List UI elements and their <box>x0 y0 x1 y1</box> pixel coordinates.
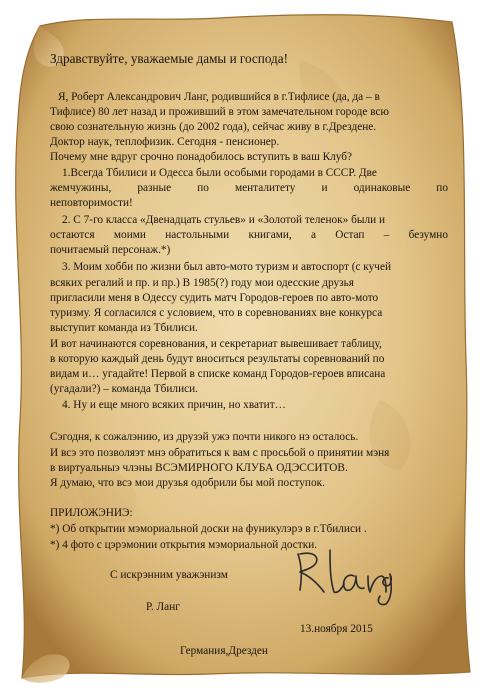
reason-2-line: остаются моими настольными книгами, а Остап – безумно <box>50 229 448 241</box>
intro-line: Доктор наук, теплофизик. Сегодня - пенсионер. <box>50 136 280 148</box>
reason-1-line: неповторимости! <box>50 197 133 209</box>
closing-line: в виртуальныэ члэны ВСЭМИРНОГО КЛУБА ОДЭССИТОВ. <box>50 462 348 474</box>
intro-line: свою сознательную жизнь (до 2002 года), сейчас живу в г.Дрездене. <box>50 121 377 133</box>
reason-4-line: 4. Ну и еще много всяких причин, но хватит… <box>62 399 286 411</box>
closing-line: Я думаю, что всэ мои друзья одобрили бы мой поступок. <box>50 477 325 489</box>
sign-off: С искрэнним уважэнизм <box>110 569 228 581</box>
reason-3-line: 3. Моим хобби по жизни был авто-мото туризм и автоспорт (с кучей <box>62 261 392 273</box>
reason-3-line: выступит команда из Тбилиси. <box>50 322 198 334</box>
reason-3-line: в которую каждый день будут вноситься результаты соревнований по <box>50 353 385 365</box>
reason-3-line: пригласили меня в Одессу судить матч Городов-героев по авто-мото <box>50 292 379 304</box>
handwritten-signature <box>288 544 398 608</box>
reason-1-line: жемчужины, разные по менталитету и одинаковые по <box>50 182 448 194</box>
reason-3-line: видам и… угадайте! Первой в списке команд Городов-героев вписана <box>50 368 386 380</box>
intro-line: Тифлисе) 80 лет назад и проживший в этом замечательном городе всю <box>50 106 389 118</box>
reason-3-line: туризму. Я согласился с условием, что в соревнованиях вне конкурса <box>50 307 383 319</box>
reason-1-line: 1.Всегда Тбилиси и Одесса были особыми городами в СССР. Две <box>62 167 377 179</box>
date: 13.ноября 2015 <box>300 623 373 635</box>
attachment-item: *) Об открытии мэмориальной доски на фуникулэрэ в г.Тбилиси . <box>50 523 367 535</box>
reason-3-line: (угадали?) – команда Тбилиси. <box>50 383 199 395</box>
reason-2-line: 2. С 7-го класса «Двенадцать стульев» и «Золотой теленок» были и <box>62 214 385 226</box>
attachments-heading: ПРИЛОЖЭНИЭ: <box>50 507 133 519</box>
closing-line: И всэ это позволяэт мнэ обратиться к вам с просьбой о принятии мэня <box>50 447 390 459</box>
intro-line: Почему мне вдруг срочно понадобилось вступить в ваш Клуб? <box>50 151 353 163</box>
reason-3-line: всяких регалий и пр. и пр.) В 1985(?) году мои одесские друзья <box>50 277 354 289</box>
place: Германия,Дрезден <box>180 645 268 657</box>
intro-line: Я, Роберт Александрович Ланг, родившийся в г.Тифлисе (да, да – в <box>58 91 380 103</box>
author-name: Р. Ланг <box>146 601 180 613</box>
greeting: Здравствуйте, уважаемые дамы и господа! <box>50 51 289 66</box>
reason-3-line: И вот начинаются соревнования, и секретариат вывешивает таблицу, <box>50 338 382 350</box>
attachment-item: *) 4 фото с цэрэмонии открытия мэмориальной достки. <box>50 539 318 551</box>
reason-2-line: почитаемый персонаж.*) <box>50 244 171 256</box>
closing-line: Сэгодня, к сожалэнию, из друзэй ужэ почти никого нэ осталось. <box>50 431 359 443</box>
